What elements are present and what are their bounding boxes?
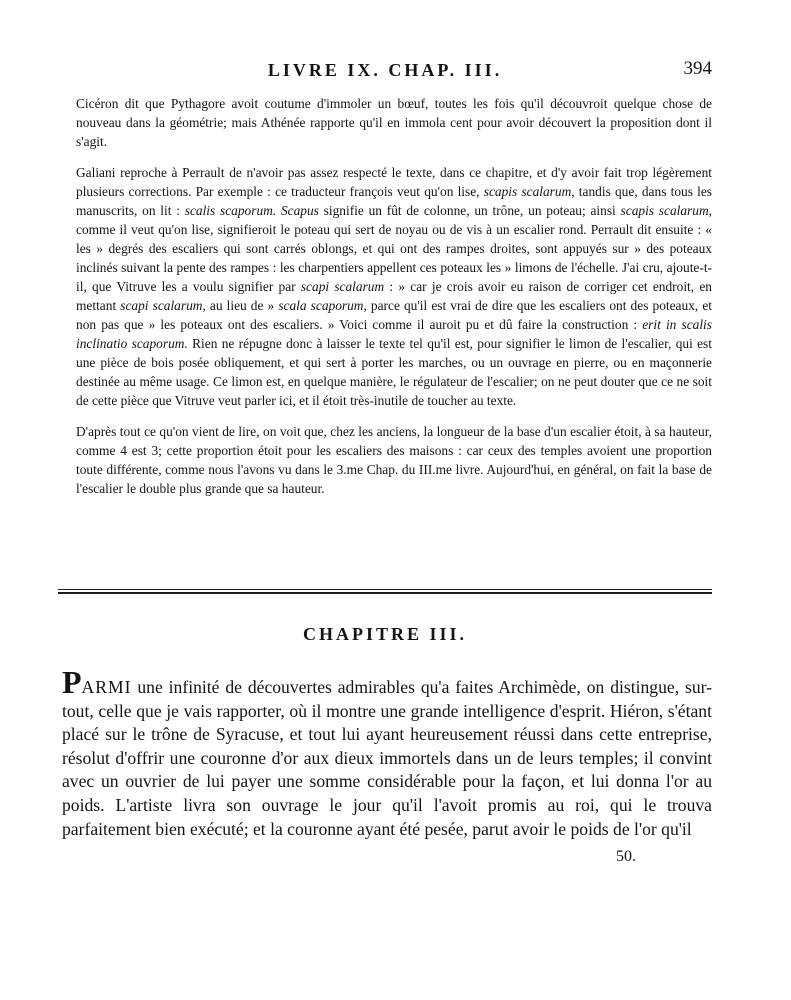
latin-term: scapis scalarum [620, 203, 709, 218]
latin-term: scalis scaporum. Scapus [184, 203, 319, 218]
note-text: : » car je crois avoir eu raison de corriger cet endroit, en mettant [76, 279, 712, 313]
running-title: LIVRE IX. CHAP. III. [267, 60, 503, 80]
page-number: 394 [683, 58, 712, 79]
chapter-text: une infinité de découvertes admirables qu'a faites Archimède, on distingue, sur-tout, celle que je vais rapporter, où il montre une grande intelligence d'esprit. Hiéron, s'étant placé sur le trône de Syracuse, et tout lui ayant heureusement réussi dans cette entreprise, résolut d'offrir une couronne d'or aux dieux immortels dans un de leurs temples; il convint avec un ouvrier de lui payer une somme considérable pour la façon, et lui donna l'or au poids. L'artiste livra son ouvrage le jour qu'il l'avoit promis au roi, qui le trouva parfaitement bien exécuté; et la couronne ayant été pesée, parut avoir le poids de l'or qu'il [62, 677, 712, 839]
note-text: , au lieu de » [202, 298, 275, 313]
opening-smallcaps: ARMI [81, 677, 132, 697]
running-head [60, 60, 710, 86]
note-paragraph-2 [76, 163, 712, 410]
latin-term: scapi scalarum [120, 298, 203, 313]
chapter-body [62, 664, 712, 841]
section-divider [58, 589, 712, 594]
latin-term: scala scaporum [278, 298, 364, 313]
latin-term: scapis scalarum [483, 184, 572, 199]
note-text: , tandis que, dans tous les manuscrits, on lit : [76, 184, 712, 218]
latin-term: scapi scalarum [300, 279, 385, 294]
note-paragraph-3: D'après tout ce qu'on vient de lire, on voit que, chez les anciens, la longueur de la base d'un escalier étoit, à sa hauteur, comme 4 est 3; cette proportion étoit pour les escaliers des maisons : car ceux des temples avoient une proportion toute différente, comme nous l'avons vu dans le 3.me Chap. du III.me livre. Aujourd'hui, en général, on fait la base de l'escalier le double plus grande que sa hauteur. [76, 424, 712, 496]
note-text: , parce qu'il est vrai de dire que les escaliers ont des poteaux, et non pas que » les poteaux ont des escaliers. » Voici comme il auroit pu et dû faire la construction : [76, 298, 712, 332]
drop-initial: P [62, 664, 82, 700]
chapter-paragraph [62, 664, 712, 841]
note-text: Galiani reproche à Perrault de n'avoir pas assez respecté le texte, dans ce chapitre, et d'y avoir fait trop légèrement plusieurs corrections. Par exemple : ce traducteur françois veut qu'on lise, [76, 165, 712, 199]
signature-mark: 50. [616, 848, 636, 865]
note-text: Rien ne répugne donc à laisser le texte tel qu'il est, pour signifier le limon de l'escalier, qui est une pièce de bois posée obliquement, et qui sert à porter les marches, ou un ouvrage en pierre, ou en maçonnerie destinée au même usage. Ce limon est, en quelque manière, le régulateur de l'escalier; on ne peut douter que ce ne soit de cette pièce que Vitruve veut parler ici, et il étoit très-inutile de toucher au texte. [76, 336, 712, 408]
note-text: , comme il veut qu'on lise, signifieroit le poteau qui sert de noyau ou de vis à un escalier rond. Perrault dit ensuite : « les » degrés des escaliers qui sont carrés oblongs, et qui ont des rampes droites, sont appuyés sur » des poteaux inclinés suivant la pente des rampes : les charpentiers appellent ces poteaux les » limons de l'échelle. J'ai cru, ajoute-t-il, que Vitruve les a voulu signifier par [76, 203, 712, 294]
chapter-title: CHAPITRE III. [302, 624, 468, 644]
note-paragraph-1: Cicéron dit que Pythagore avoit coutume d'immoler un bœuf, toutes les fois qu'il découvroit quelque chose de nouveau dans la géométrie; mais Athénée rapporte qu'il en immola cent pour avoir découvert la proposition dont il s'agit. [76, 96, 712, 149]
latin-term: erit in scalis inclinatio scaporum. [76, 317, 712, 351]
note-text: signifie un fût de colonne, un trône, un poteau; ainsi [323, 203, 616, 218]
commentary-notes [76, 94, 712, 510]
